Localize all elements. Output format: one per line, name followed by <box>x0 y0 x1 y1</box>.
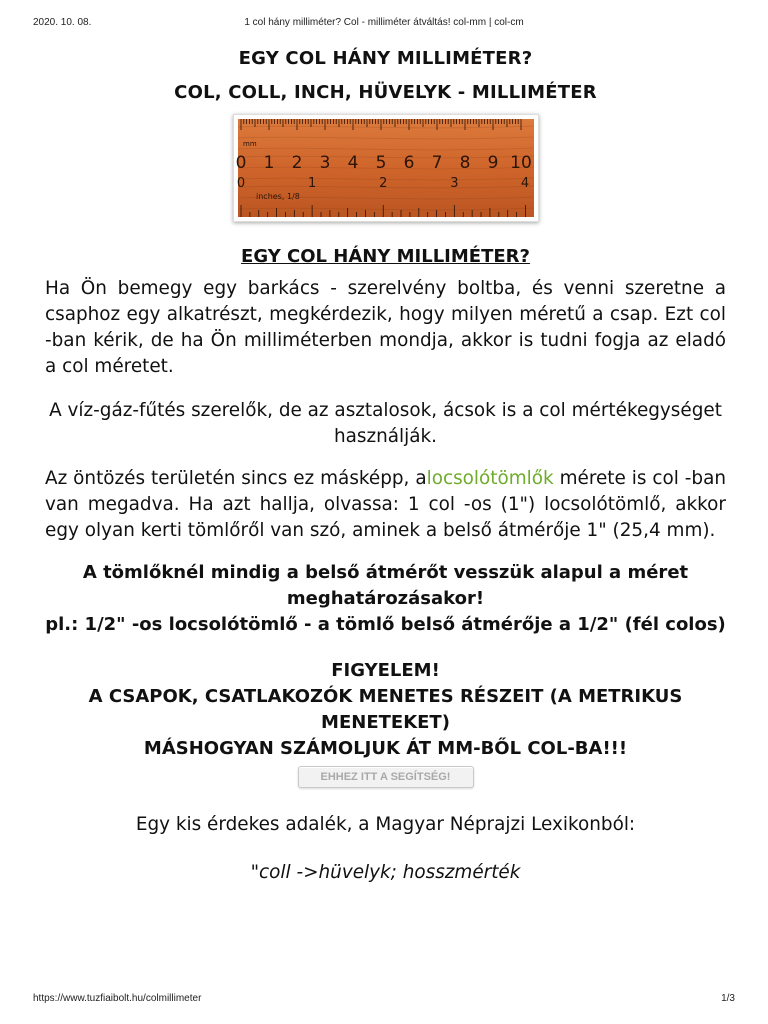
mm-tick-label: 10 <box>509 153 532 173</box>
mm-tick-label: 9 <box>487 153 498 173</box>
mm-tick-label: 2 <box>291 153 302 173</box>
inch-tick-label: 1 <box>307 176 316 191</box>
hoses-text-before: Az öntözés területén sincs ez másképp, a <box>45 468 427 489</box>
mm-tick-label: 8 <box>459 153 470 173</box>
lexicon-quote: "coll ->hüvelyk; hosszmérték <box>250 862 521 883</box>
paragraph-hoses <box>45 466 726 544</box>
section-heading: EGY COL HÁNY MILLIMÉTER? <box>241 246 530 267</box>
mm-tick-label: 5 <box>375 153 386 173</box>
mm-tick-label: 6 <box>403 153 414 173</box>
ruler-illustration <box>235 119 534 217</box>
page-number: 1/3 <box>721 993 735 1004</box>
mm-tick-label: 3 <box>319 153 330 173</box>
paragraph-lexicon: Egy kis érdekes adalék, a Magyar Néprajzi Lexikonból: <box>135 814 636 835</box>
inch-tick-label: 0 <box>236 176 245 191</box>
inch-tick-label: 4 <box>520 176 529 191</box>
hoses-text-after: mérete is col -ban van megadva. Ha azt hallja, olvassa: 1 col -os (1") locsolótömlő, akkor egy olyan kerti tömlőről van szó, aminek a belső átmérője 1" (25,4 mm). <box>45 468 726 541</box>
article-content <box>45 46 726 886</box>
inch-tick-label: 2 <box>378 176 387 191</box>
print-footer <box>0 993 768 1007</box>
print-date: 2020. 10. 08. <box>33 17 92 28</box>
print-header <box>0 17 768 31</box>
mm-tick-label: 4 <box>347 153 358 173</box>
mm-tick-label: 1 <box>263 153 274 173</box>
paragraph-trades: A víz-gáz-fűtés szerelők, de az asztalosok, ácsok is a col mértékegységet használják. <box>49 400 722 447</box>
page-subtitle: COL, COLL, INCH, HÜVELYK - MILLIMÉTER <box>174 82 597 103</box>
mm-unit-label: mm <box>242 140 257 148</box>
ruler-image <box>233 114 539 222</box>
warning-conversion: MÁSHOGYAN SZÁMOLJUK ÁT MM-BŐL COL-BA!!! <box>143 738 628 759</box>
note-example: pl.: 1/2" -os locsolótömlő - a tömlő belső átmérője a 1/2" (fél colos) <box>45 614 726 635</box>
warning-title: FIGYELEM! <box>331 660 440 681</box>
hoses-link[interactable]: locsolótömlők <box>426 468 554 489</box>
inch-unit-label: inches, 1/8 <box>255 192 300 201</box>
note-inner-diameter: A tömlőknél mindig a belső átmérőt vesszük alapul a méret meghatározásakor! <box>82 562 689 609</box>
inch-tick-label: 3 <box>449 176 459 191</box>
paragraph-intro: Ha Ön bemegy egy barkács - szerelvény boltba, és venni szeretne a csaphoz egy alkatrészt, megkérdezik, hogy milyen méretű a csap. Ezt col -ban kérik, de ha Ön milliméterben mondja, akkor is tudni fogja az eladó a col méretet. <box>45 278 726 377</box>
warning-text: A CSAPOK, CSATLAKOZÓK MENETES RÉSZEIT (A METRIKUS MENETEKET) <box>88 686 683 733</box>
mm-tick-label: 0 <box>235 153 246 173</box>
page-title: EGY COL HÁNY MILLIMÉTER? <box>238 48 533 69</box>
print-page-title: 1 col hány milliméter? Col - milliméter átváltás! col-mm | col-cm <box>244 17 524 28</box>
mm-tick-label: 7 <box>431 153 442 173</box>
print-url: https://www.tuzfiaibolt.hu/colmillimeter <box>33 993 202 1004</box>
help-button[interactable]: EHHEZ ITT A SEGÍTSÉG! <box>298 766 474 788</box>
